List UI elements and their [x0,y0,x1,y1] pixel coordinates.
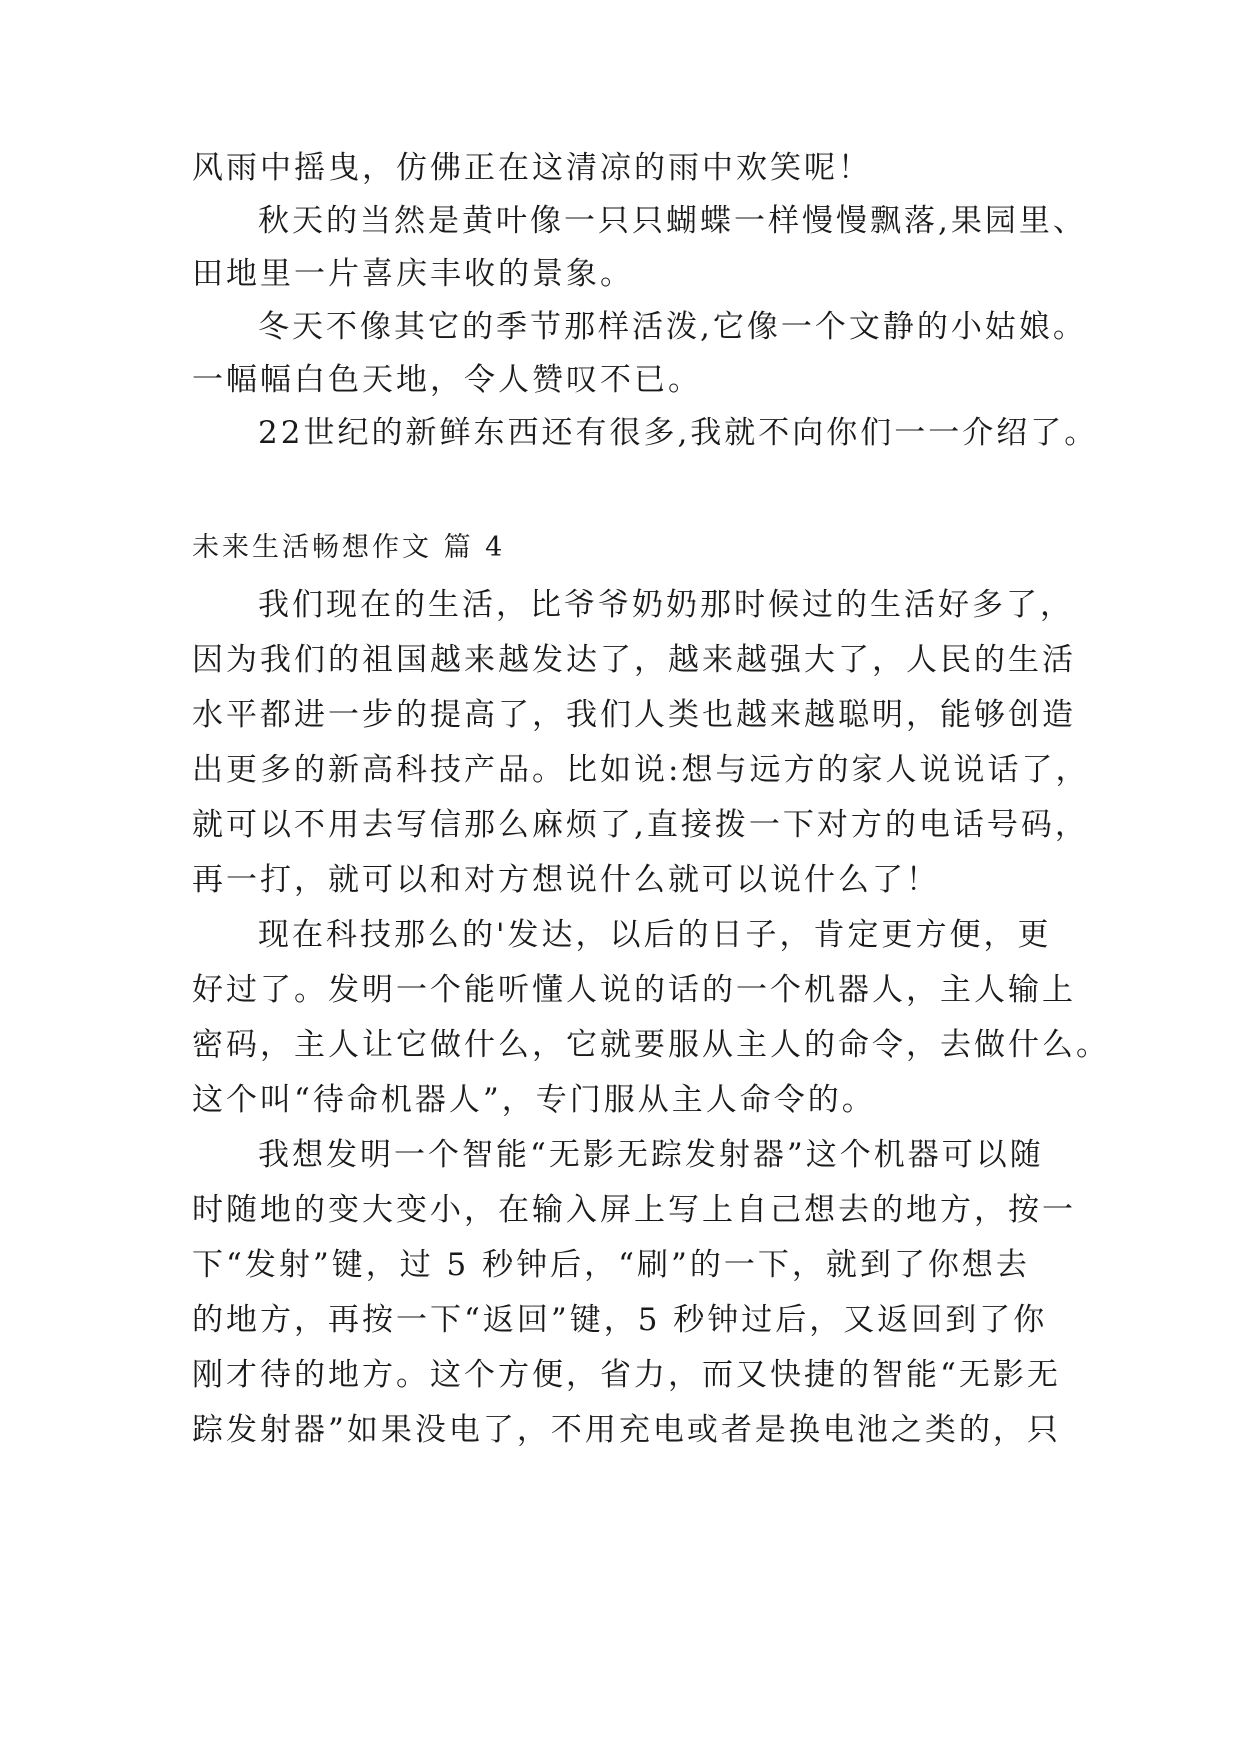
section-heading: 未来生活畅想作文 篇 4 [192,532,506,563]
paragraph-line: 下“发射”键，过 5 秒钟后，“刷”的一下，就到了你想去 [192,1247,1030,1283]
paragraph-line: 时随地的变大变小，在输入屏上写上自己想去的地方，按一 [192,1192,1076,1228]
paragraph-line: 再一打，就可以和对方想说什么就可以说什么了！ [192,862,940,898]
paragraph-line: 一幅幅白色天地，令人赞叹不已。 [192,362,702,398]
paragraph-line: 出更多的新高科技产品。比如说:想与远方的家人说说话了， [192,752,1090,788]
paragraph-line: 我想发明一个智能“无影无踪发射器”这个机器可以随 [258,1137,1044,1173]
paragraph-line: 22世纪的新鲜东西还有很多,我就不向你们一一介绍了。 [258,415,1099,451]
paragraph-line: 的地方，再按一下“返回”键，5 秒钟过后，又返回到了你 [192,1302,1048,1338]
paragraph-line: 刚才待的地方。这个方便，省力，而又快捷的智能“无影无 [192,1357,1061,1393]
paragraph-line: 秋天的当然是黄叶像一只只蝴蝶一样慢慢飘落,果园里、 [258,203,1087,239]
paragraph-line: 田地里一片喜庆丰收的景象。 [192,256,634,292]
paragraph-line: 这个叫“待命机器人”，专门服从主人命令的。 [192,1082,876,1118]
paragraph-line: 风雨中摇曳，仿佛正在这清凉的雨中欢笑呢！ [192,150,872,186]
paragraph-line: 踪发射器”如果没电了，不用充电或者是换电池之类的，只 [192,1412,1061,1448]
paragraph-line: 因为我们的祖国越来越发达了，越来越强大了，人民的生活 [192,642,1076,678]
paragraph-line: 冬天不像其它的季节那样活泼,它像一个文静的小姑娘。 [258,309,1087,345]
paragraph-line: 密码，主人让它做什么，它就要服从主人的命令，去做什么。 [192,1027,1110,1063]
paragraph-line: 水平都进一步的提高了，我们人类也越来越聪明，能够创造 [192,697,1076,733]
paragraph-line: 好过了。发明一个能听懂人说的话的一个机器人，主人输上 [192,972,1076,1008]
paragraph-line: 就可以不用去写信那么麻烦了,直接拨一下对方的电话号码， [192,807,1089,843]
paragraph-line: 现在科技那么的'发达，以后的日子，肯定更方便，更 [258,917,1052,953]
paragraph-line: 我们现在的生活，比爷爷奶奶那时候过的生活好多了， [258,587,1074,623]
